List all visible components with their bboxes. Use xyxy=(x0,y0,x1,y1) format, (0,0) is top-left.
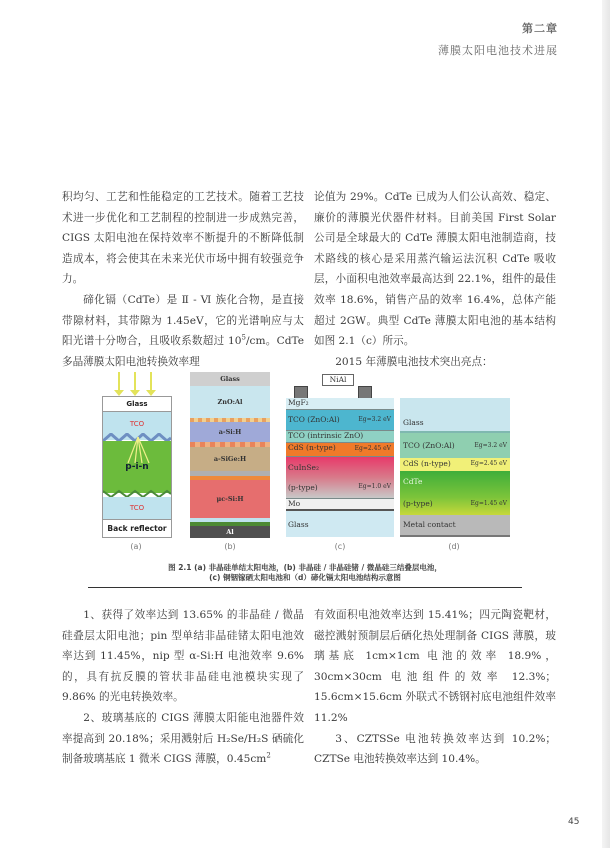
text-column-bottom-left xyxy=(62,605,304,770)
bandgap-value: Eg=3.2 eV xyxy=(358,416,391,423)
paragraph: 3、CZTSSe 电池转换效率达到 10.2%；CZTSe 电池转换效率达到 10.4%。 xyxy=(314,732,556,766)
layer-name: Glass xyxy=(403,418,424,427)
layer-mo xyxy=(286,499,394,511)
layer-tco-zno-al xyxy=(286,410,394,431)
superscript: 5 xyxy=(241,333,246,342)
light-scatter-icon xyxy=(123,435,153,465)
bandgap-value: Eg=2.45 eV xyxy=(354,445,391,452)
layer-back-reflector: Back reflector xyxy=(103,519,171,538)
paragraph: 积均匀、工艺和性能稳定的工艺技术。随着工艺技术进一步优化和工艺制程的控制进一步成熟完善，CIGS 太阳电池在保持效率不断提升的不断降低制造成本，将会使其在未来光伏市场中拥有较强竞争力。 xyxy=(62,191,304,286)
figure-caption xyxy=(90,563,520,583)
panel-b-triple-junction-cell xyxy=(190,372,270,551)
layer-name: Metal contact xyxy=(403,520,456,529)
text-span: 碲化镉（CdTe）是 Ⅱ - Ⅵ 族化合物，是直接带隙材料，其带隙为 1.45eV，它的光谱响应与太阳光谱十分吻合，且吸收系数超过 10 xyxy=(62,293,304,348)
layer-name: (p-type) xyxy=(403,499,433,508)
layer-name: TCO (ZnO:Al) xyxy=(403,441,455,450)
sunlight-arrow-icon xyxy=(150,372,152,392)
panel-a-amorphous-si-cell xyxy=(96,372,176,551)
text-span: 2、玻璃基底的 CIGS 薄膜太阳能电池器件效率提高到 20.18%；采用溅射后 H₂Se/H₂S 硒硫化制备玻璃基底 1 微米 CIGS 薄膜，0.45cm xyxy=(62,711,304,766)
layer-name: (p-type) xyxy=(288,483,318,492)
panel-label-b: (b) xyxy=(224,542,236,551)
paragraph: 论值为 29%。CdTe 已成为人们公认高效、稳定、廉价的薄膜光伏器件材料。目前美国 First Solar 公司是全球最大的 CdTe 薄膜太阳电池制造商，技术路线的核心是采用蒸汽输运法沉积 CdTe 吸收层，小面积电池效率最高达到 22.1%，组件的最佳效率 18.6%，销售产品的效率 16.4%，总体产能超过 2GW。典型 CdTe 薄膜太阳电池的基本结构如图 2.1（c）所示。 xyxy=(314,191,556,348)
figure-2-1 xyxy=(90,372,520,557)
layer-glass xyxy=(286,511,394,537)
bandgap-value: Eg=3.2 eV xyxy=(474,442,507,449)
layer-a-sige-h: a-SiGe:H xyxy=(190,447,270,471)
caption-line: 图 2.1 (a) 非晶硅单结太阳电池，(b) 非晶硅 / 非晶硅锗 / 微晶硅三结叠层电池， xyxy=(168,563,442,572)
caption-divider xyxy=(88,587,522,588)
text-span: /cm。CdTe 多晶薄膜太阳电池转换效率理 xyxy=(62,335,304,368)
layer-cds xyxy=(400,458,510,471)
panel-d-cdte-cell xyxy=(400,398,510,551)
cell-stack xyxy=(102,396,172,538)
layer-name: CuInSe₂ xyxy=(288,463,319,472)
paragraph: 有效面积电池效率达到 15.41%；四元陶瓷靶材，磁控溅射预制层后硒化热处理制备 CIGS 薄膜，玻璃基底 1cm×1cm 电池的效率 18.9%，30cm×30cm 电池组件的效率 12.3%；15.6cm×15.6cm 外联式不锈钢衬底电池组件效率 11.2% xyxy=(314,609,556,724)
layer-tco: TCO xyxy=(103,497,171,519)
paragraph: 2015 年薄膜电池技术突出亮点： xyxy=(335,355,493,368)
paragraph xyxy=(62,290,304,372)
running-header xyxy=(438,20,558,58)
layer-glass: Glass xyxy=(190,372,270,386)
panel-label-a: (a) xyxy=(130,542,142,551)
layer-name: CdTe xyxy=(403,477,423,486)
superscript: 2 xyxy=(266,751,271,760)
layer-pin: p-i-n xyxy=(103,441,171,493)
layer-name: CdS (n-type) xyxy=(288,443,336,452)
layer-name: Mo xyxy=(288,499,301,508)
paragraph: 1、获得了效率达到 13.65% 的非晶硅 / 微晶硅叠层太阳电池；pin 型单结非晶硅锗太阳电池效率达到 11.45%，nip 型 α-Si:H 电池效率 9.6% 的，具有抗反膜的管状非晶硅电池模块实现了 9.86% 的光电转换效率。 xyxy=(62,609,304,704)
page-number: 45 xyxy=(568,817,580,827)
layer-zno-al: ZnO:Al xyxy=(190,386,270,418)
bandgap-value: Eg=1.45 eV xyxy=(470,500,507,507)
text-column-bottom-right xyxy=(314,605,556,770)
text-column-top-right xyxy=(314,187,556,372)
layer-tco: TCO xyxy=(103,412,171,440)
layer-al: Al xyxy=(190,526,270,538)
panel-label-c: (c) xyxy=(334,542,346,551)
layer-name: Glass xyxy=(288,520,309,529)
sunlight-arrow-icon xyxy=(134,372,136,392)
text-column-top-left xyxy=(62,187,304,372)
layer-cdte xyxy=(400,471,510,515)
panel-label-d: (d) xyxy=(448,542,460,551)
page-edge xyxy=(602,0,610,848)
paragraph xyxy=(62,708,304,770)
layer-name: TCO (intrinsic ZnO) xyxy=(288,431,364,440)
sunlight-arrow-icon xyxy=(118,372,120,392)
layer-uc-si-h: μc-Si:H xyxy=(190,480,270,518)
layer-cds xyxy=(286,443,394,457)
layer-name: MgF₂ xyxy=(288,398,309,407)
panel-c-cigs-cell xyxy=(286,372,394,551)
caption-line: (c) 铜铟镓硒太阳电池和（d）碲化镉太阳电池结构示意图 xyxy=(209,573,401,582)
layer-glass xyxy=(400,398,510,433)
layer-cuinse2 xyxy=(286,457,394,499)
nial-contact-label: NiAl xyxy=(322,374,354,386)
layer-a-si-h: a-Si:H xyxy=(190,422,270,442)
chapter-label: 第二章 xyxy=(522,22,558,35)
layer-mgf2 xyxy=(286,398,394,410)
bandgap-value: Eg=2.45 eV xyxy=(470,460,507,467)
layer-name: TCO (ZnO:Al) xyxy=(288,415,340,424)
bandgap-value: Eg=1.0 eV xyxy=(358,483,391,490)
layer-tco-zno-al xyxy=(400,433,510,458)
section-title: 薄膜太阳电池技术进展 xyxy=(438,44,558,57)
layer-glass: Glass xyxy=(103,397,171,412)
layer-tco-intrinsic xyxy=(286,431,394,443)
layer-name: CdS (n-type) xyxy=(403,459,451,468)
layer-metal-contact xyxy=(400,515,510,537)
